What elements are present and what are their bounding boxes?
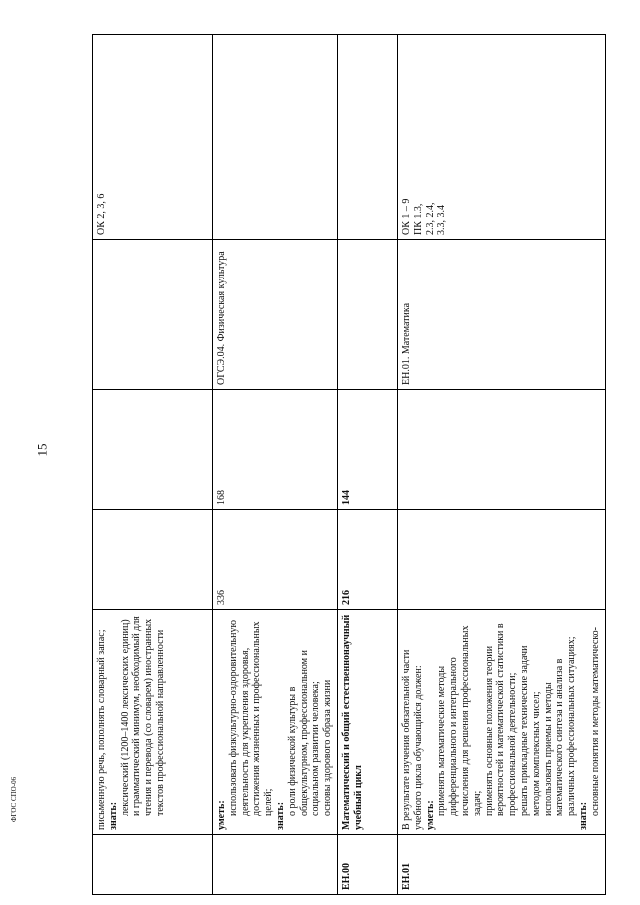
- footer-code: ФГОС СПО-06: [10, 776, 18, 822]
- row-content-cell: [213, 610, 338, 835]
- row-code-cell: ЕН.00: [337, 835, 397, 895]
- mandatory-hours-cell: 168: [213, 390, 338, 510]
- content-text: письменную речь, пополнять словарный запас;: [96, 629, 107, 830]
- content-text: применять основные положения теории вероятностей и математической статистики в профессиональной деятельности;: [483, 623, 519, 816]
- discipline-cell: ЕН.01. Математика: [397, 240, 605, 390]
- row-content-cell: [337, 610, 397, 835]
- competency-line: 2.3, 2.4,: [424, 202, 436, 235]
- mandatory-hours-cell: [93, 390, 213, 510]
- section-label: знать:: [107, 801, 119, 830]
- row-code-cell: [93, 835, 213, 895]
- content-text: В результате изучения обязательной части учебного цикла обучающийся должен:: [400, 649, 424, 830]
- rotated-table-stage: [92, 35, 601, 895]
- competency-line: 3.3, 3.4: [436, 205, 448, 235]
- table-body: [93, 35, 606, 895]
- discipline-cell: [337, 240, 397, 390]
- max-hours-cell: [397, 510, 605, 610]
- section-label: Математический и общий естественнонаучный учебный цикл: [340, 614, 364, 830]
- competency-line: ОК 1 – 9: [400, 198, 412, 235]
- content-text: использовать приемы и методы математического синтеза и анализа в различных профессиональных ситуациях;: [542, 636, 578, 816]
- row-code-cell: [213, 835, 338, 895]
- max-hours-cell: 216: [337, 510, 397, 610]
- page-number: 15: [34, 443, 50, 457]
- content-text: основные понятия и методы математическо-: [589, 626, 601, 816]
- content-text: лексический (1200–1400 лексических единиц) и грамматический минимум, необходимый для чтения и перевода (со словарем) иностранных текстов профессиональной направленности: [119, 616, 166, 816]
- competencies-cell: [397, 35, 605, 240]
- discipline-cell: ОГСЭ.04. Физическая культура: [213, 240, 338, 390]
- row-code-cell: ЕН.01: [397, 835, 605, 895]
- competencies-cell: [213, 35, 338, 240]
- mandatory-hours-cell: [397, 390, 605, 510]
- max-hours-cell: [93, 510, 213, 610]
- competencies-cell: [93, 35, 213, 240]
- content-text: о роли физической культуры в общекультурном, профессиональном и социальном развитии человека;: [286, 650, 322, 816]
- mandatory-hours-cell: 144: [337, 390, 397, 510]
- curriculum-table: [92, 34, 606, 895]
- table-row: [93, 35, 213, 895]
- max-hours-cell: 336: [213, 510, 338, 610]
- content-text: применять математические методы дифференциального и интегрального исчисления для решения профессиональных задач;: [436, 625, 483, 816]
- content-text: использовать физкультурно-оздоровительную деятельность для укрепления здоровья, достижения жизненных и профессиональных целей;: [227, 620, 275, 816]
- table-row: [337, 35, 397, 895]
- competencies-cell: [337, 35, 397, 240]
- section-label: уметь:: [424, 800, 436, 830]
- section-label: уметь:: [216, 800, 227, 830]
- content-text: основы здорового образа жизни: [322, 679, 334, 816]
- table-row: [213, 35, 338, 895]
- content-text: решать прикладные технические задачи методом комплексных чисел;: [518, 645, 542, 816]
- competency-line: ПК 1.3,: [412, 203, 424, 235]
- competency-line: ОК 2, 3, 6: [96, 193, 107, 235]
- discipline-cell: [93, 240, 213, 390]
- row-content-cell: [397, 610, 605, 835]
- table-row: [397, 35, 605, 895]
- section-label: знать:: [577, 801, 589, 830]
- row-content-cell: [93, 610, 213, 835]
- section-label: знать:: [274, 801, 286, 830]
